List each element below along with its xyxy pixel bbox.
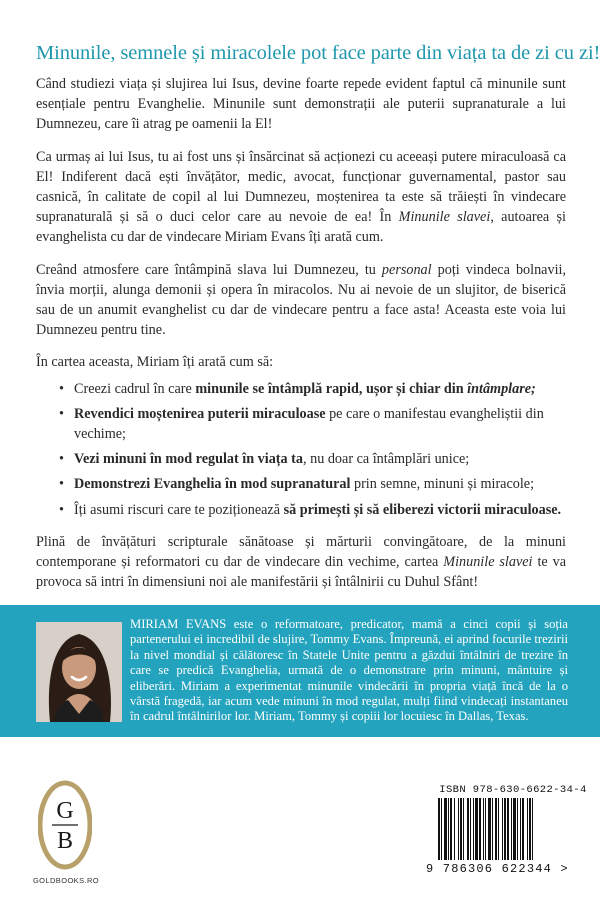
paragraph-1: Când studiezi viața și slujirea lui Isus, devine foarte repede evident faptul că minunile sunt esențiale pentru Evanghelie. Minunile sunt demonstrații ale puterii supranaturale a lui Dumnezeu, care îi atrag pe oamenii la El! [36,76,566,133]
svg-text:B: B [56,828,74,854]
paragraph-2 [36,147,566,248]
bullet-text: Creezi cadrul în care [74,380,196,397]
bullet-text-end: prin semne, minuni și miracole; [350,476,535,493]
publisher-logo [38,780,92,870]
publisher-caption: GOLDBOOKS.RO [32,876,100,885]
bullet-bold: să primești și să eliberezi victorii miraculoase. [283,501,562,518]
author-photo [36,622,122,722]
author-portrait-icon [36,622,122,722]
paragraph-2-text: Ca urmaș ai lui Isus, tu ai fost uns și însărcinat să acționezi cu aceeași putere miraculoasă ca El! Indiferent dacă ești învățător, medic, avocat, funcționar guvernamental, pastor sau casnică, în calitate de copil al lui Dumnezeu, moștenirea ta este să trăiești în vindecare supranaturală și să o duci celor care au nevoie de ea! În [36,148,566,226]
bullet-bold: Demonstrezi Evanghelia în mod supranatural [74,476,351,493]
svg-text:G: G [56,798,74,824]
paragraph-3-emphasis: personal [381,261,432,278]
isbn-label: ISBN 978-630-6622-34-4 [439,784,587,796]
paragraph-5-end: te va provoca să intri în dimensiuni noi ale manifestării și întâlnirii cu Duhul Sfânt! [36,554,566,591]
bullet-bold: minunile se întâmplă rapid, ușor și chiar din [195,380,468,397]
bullet-bold-italic: întâmplare; [467,380,536,397]
bullet-item [59,474,566,494]
bullet-text: Îți asumi riscuri care te poziționează [74,501,284,518]
bullet-list [59,379,566,520]
bullet-bold: Revendici moștenirea puterii miraculoase [74,405,326,422]
bullet-dot: • [59,476,64,493]
bullet-item [59,404,566,444]
bullet-dot: • [59,405,64,422]
paragraph-5 [36,532,566,593]
description-text [36,74,566,604]
barcode-icon [436,798,582,860]
bullet-item [59,379,566,399]
headline: Minunile, semnele și miracolele pot face parte din viața ta de zi cu zi! [36,42,600,64]
book-title-ref: Minunile slavei [443,554,533,571]
bullet-item [59,449,566,469]
bullet-text-end: , nu doar ca întâmplări unice; [303,451,470,468]
paragraph-3-end: poți vindeca bolnavii, învia morții, alunga demonii și opera în miracolos. Nu ai nevoie de un slujitor, de biserică sau de un anumit evanghelist cu dar de vindecare pentru a face asta! Aceasta este voia lui Dumnezeu pentru tine. [36,261,566,339]
bullet-dot: • [59,501,64,518]
bullet-bold: Vezi minuni în mod regulat în viața ta [74,451,303,468]
paragraph-3-text: Creând atmosfere care întâmpină slava lui Dumnezeu, tu [36,261,382,278]
author-bio: MIRIAM EVANS este o reformatoare, predicator, mamă a cinci copii și soția partenerului ei incredibil de slujire, Tommy Evans. Împreună, ei aprind focurile trezirii la nivel mondial și călătoresc în Statele Unite pentru a găzdui întâlniri de trezire în care se predică Evanghelia, urmată de o demonstrare prin minuni, mântuire și eliberări. Miriam a experimentat minunile vindecării în propria viață încă de la o vârstă fragedă, iar acum vede minuni în mod regulat, mulți fiind vindecați instantaneu în cadrul întâlnirilor lor. Miriam, Tommy și copiii lor locuiesc în Dallas, Texas. [130,617,568,724]
bullet-item [59,500,566,520]
bullet-dot: • [59,380,64,397]
bullet-dot: • [59,451,64,468]
paragraph-5-text: Plină de învățături scripturale sănătoase și mărturii convingătoare, de la minuni contemporane și reformatori cu dar de vindecare din vechime, cartea [36,533,566,571]
book-title-ref: Minunile slavei [398,209,491,226]
bullet-text-end: pe care o manifestau evangheliștii din vechime; [74,405,544,443]
goldbooks-logo-icon [38,780,92,870]
barcode-digits: 9 786306 622344 > [426,862,569,876]
paragraph-2-end: , autoarea și evanghelista cu dar de vindecare Miriam Evans îți arată cum. [36,209,566,246]
paragraph-4: În cartea aceasta, Miriam îți arată cum să: [36,354,274,371]
paragraph-3 [36,260,566,341]
